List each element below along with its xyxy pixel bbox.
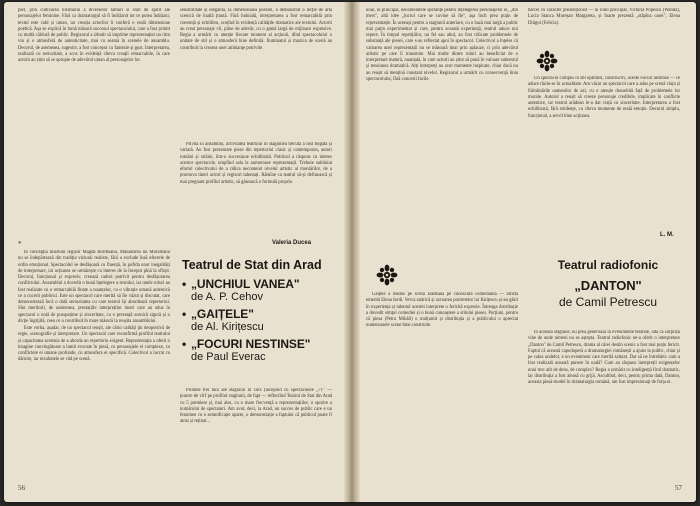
- play-title: „DANTON": [574, 278, 642, 293]
- paragraph: plet, prin cultivarea lirismului a diverselor lamuri si stari de spirit ale personajelor feminine. Fără ca dramaturgul să fi îndrăznit tot ce putea îndrăzni, textul este cald și uman, iar creația actorilor îi conferă o reală dimensiune poetică. Așa se explică în bună măsură succesul spectacolului, care a fost primit cu multă căldură de public. Regizorul a izbutit să imprime reprezentației un ritm viu și o atmosferă de autenticitate, mai cu seamă în scenele de ansamblu. Decorul, de asemenea, sugestiv, a fost conceput cu fantezie și gust. Interpretarea, realizată cu seriozitate, a scos în evidență cîteva creații remarcabile, în care actorii au știut să se apropie de adevărul uman al personajelor lor.: [18, 8, 170, 63]
- paragraph: Primele trei luni ale stagiunii în curs (începînd cu spectacolele „71" — puncte de vîrf pe profilul stagiunii, de fapt — reflectînd Teatrul de Stat din Arad cu 5 premiere și, mai ales, cu o mare frecvență a reprezentațiilor, o sporire a numărului de spectatori. Am avut, deci, la Arad, un succes de public care e un fenomen cu o semnificație aparte, o demonstrație a faptului că publicul poate fi atras și reținut...: [180, 388, 332, 425]
- paragraph: Privită în ansamblu, activitatea teatrului în stagiunea trecută a fost bogată și variată. Au fost prezentate piese din repertoriul clasic și contemporan, autori români și străini, într-o succesiune echilibrată. Publicul a răspuns cu interes acestor spectacole, umplînd sala la numeroase reprezentații. Trebuie subliniat efortul colectivului de a ridica necontenit nivelul artistic al montărilor, de a promova tineri actori și regizori talentați. Rămîne ca teatrul să-și definească și mai pregnant profilul artistic, să găsească o formulă proprie.: [180, 142, 332, 185]
- paragraph: În concepția tînărului regizor Magda Bordeianu, Mănăstirea lui Morăreanu nu se îndepărtează din tradiția viziunii realiste, fără a exclude însă efectele de ordin emoțional. Spectacolul se desfășoară cu fluență, în pofida unor inegalități de interpretare, iar acțiunea se urmărește cu interes de la început pînă la sfîrșit. Decorul, funcțional și expresiv, creează cadrul potrivit pentru desfășurarea conflictului. Ansamblul a dovedit o bună înțelegere a textului, iar unele roluri au fost realizate cu o remarcabilă finețe a nuanțelor, cu o vibrație umană autentică ce a cucerit publicul. Este un spectacol care merită să fie văzut și discutat, care demonstrează încă o dată seriozitatea cu care teatrul își abordează repertoriul. Sînt meritorii, de asemenea, prestațiile interpreților tineri care au adus în spectacol o notă de prospețime și sinceritate, cu o prezență scenică sigură și o dicție îngrijită, ceea ce a contribuit în mare măsură la reușita ansamblului.: [18, 250, 170, 324]
- left-column-1-bottom: [18, 250, 170, 464]
- left-page: [4, 2, 344, 502]
- article-heading: [182, 258, 342, 364]
- paragraph: Gaițele a readus pe scenă arădeană pe cunoscuta comediantă — artista emerită Elena Iordi. Verva satirică și savoarea portretelor lui Kirițescu și-au găsit în experiența și talentul acestei interprete o fericită expresie. Întreaga distribuție a dovedit simțul comediei și o bună cunoaștere a stilului piesei. Porțiuni, pentru că piesa (Petru Mihăil) o mulțumit și distribuția și a publicului o apreciat numeroasele scene bine construite.: [366, 292, 518, 329]
- flower-ornament-icon: [376, 264, 398, 286]
- author-signature: L. M.: [660, 232, 674, 238]
- author-signature: Valeria Ducea: [272, 240, 312, 246]
- play-author: de Al. Kirițescu: [191, 321, 264, 333]
- right-column-1-top: [366, 8, 518, 266]
- paragraph: Este vorba, așadar, de un spectacol reușit, ale cărui calități țin deopotrivă de regie, scenografie și interpretare. Un spectacol care reconfirmă profilul teatrului și capacitatea acestuia de a aborda un repertoriu exigent. Reprezentația a oferit o imagine convingătoare a lumii evocate în piesă, cu personajele ei complexe, cu conflictele ei umane profunde, cu atmosfera ei specifică. Colectivul a lucrat cu dăruire, iar rezultatele se văd pe scenă.: [18, 326, 170, 363]
- right-column-2-top: [528, 8, 680, 48]
- page-number: 56: [18, 484, 25, 492]
- left-column-2-mid: [180, 142, 332, 237]
- paragraph: unui, în principal, necontenitele speranțe pentru înțelegerea personajelor ei, „din mers", altă idee „lucrul care se cuvine să fie", așa încît prea puțin de reprezentație. În aceeași pentru a stagiunii anteriore, cu o bază mai largă a public mai puțin experimentat și care, pentru această experiență, teatrul aduce noi repere. În timpul repetițiilor, un fel sau altul, au fost ridicate problemele de substanță ale piesei, care s-au reflectat apoi în spectacol. Colectivul a înțeles că valoarea unei reprezentații nu se măsoară doar prin aplauze, ci prin adevărul artistic pe care îl transmite. Mai multe dintre roluri au beneficiat de o interpretare matură, nuanțată, în care actorii au știut să pună în valoare subtextul și tensiunea dramatică. Alți interpreți au avut momente inspirate, chiar dacă nu au reușit să mențină constant nivelul. Regizorul a urmărit cu consecvență linia spectacolului, fără concesii facile.: [366, 8, 518, 82]
- article-heading: [528, 258, 688, 309]
- paragraph: barcei cu caracter prezenționist — în rolul principal, Victoria Popescu (Wanda), Lucia Stanca Mureșan Margareta, și foarte prezentă „stăpîna casei", Elena Drăgoi (Felicia).: [528, 8, 680, 26]
- play-title: • „GAIȚELE": [182, 307, 254, 321]
- left-column-2-bottom: [180, 388, 332, 466]
- page-number: 57: [675, 484, 682, 492]
- play-author: de A. P. Cehov: [191, 291, 263, 303]
- flower-ornament-icon: [536, 50, 558, 72]
- theatre-name: Teatrul de Stat din Arad: [182, 258, 322, 272]
- left-column-1-top: [18, 8, 170, 238]
- star-separator: *: [18, 240, 22, 248]
- right-column-1-bottom: [366, 292, 518, 464]
- right-page: [360, 2, 696, 502]
- play-author: de Paul Everac: [191, 351, 266, 363]
- left-column-2-top: [180, 8, 332, 138]
- paragraph: Un spectacol compus în stil optimist, constructiv, aceste Focuri nestinse — ce aduce rîndu-se în actualitate. Am văzut un spectacol care a adus pe scenă viața și frămîntările oamenilor de azi, cu o atenție deosebită față de problemele lor morale. Autorul a reușit să creeze personaje credibile, implicate în conflicte autentice, iar teatrul arădean le-a dat viață cu sinceritate. Interpretarea a fost echilibrată, fără stridențe, cu cîteva momente de reală emoție. Decorul simplu, funcțional, a servit bine acțiunea.: [528, 76, 680, 119]
- play-list: [182, 277, 342, 364]
- right-column-2-bottom: [528, 330, 680, 464]
- play-title: • „FOCURI NESTINSE": [182, 337, 311, 351]
- right-column-2-mid: [528, 76, 680, 226]
- section-title: Teatrul radiofonic: [557, 258, 659, 272]
- play-author: de Camil Petrescu: [558, 295, 658, 309]
- play-title: • „UNCHIUL VANEA": [182, 277, 300, 291]
- book-gutter: [344, 2, 360, 502]
- magazine-spread: [4, 2, 696, 502]
- paragraph: sensibilitate și elegantă, la dimensiunea poeziei, a demonstrat o lecție de artă scenică de înaltă ținută. Fără îndoială, interpretarea a fost remarcabilă prin coerență și echilibru, scoțînd în evidență calitățile dramatice ale textului. Actorii au creat personaje vii, pline de adevăr, cu o gamă largă de mijloace expresive. Regia a urmărit cu atenție fiecare moment al acțiunii, dînd spectacolului o unitate de stil și o atmosferă bine definită. Iluminatul și muzica de scenă au contribuit la crearea unei ambianțe potrivite.: [180, 8, 332, 51]
- paragraph: În această stagiune, nu prea generoasă în evenimente teatrale, iată că surpriza vine de unde nimeni nu se aștepta. Teatrul radiofonic ne-a oferit o interpretare „Danton" de Camil Petrescu, drama al cărei destin scenic a fost mai puțin fericit. Faptul că această capodoperă a dramaturgiei românești a ajuns la public, chiar și pe calea undelor, e un eveniment care merită salutat. Dar să ne întrebăm: cum a fost realizată această punere în undă? Cum au răspuns interpreții exigențelor unui text atît de dens, de complex? Regia a urmărit cu inteligență firul dramatic, iar distribuția a fost aleasă cu grijă. Ascultînd, deci, pentru prima dată, Danton, aceasta piesă-model în dramaturgia română, am fost impresionați de forța ei.: [528, 330, 680, 385]
